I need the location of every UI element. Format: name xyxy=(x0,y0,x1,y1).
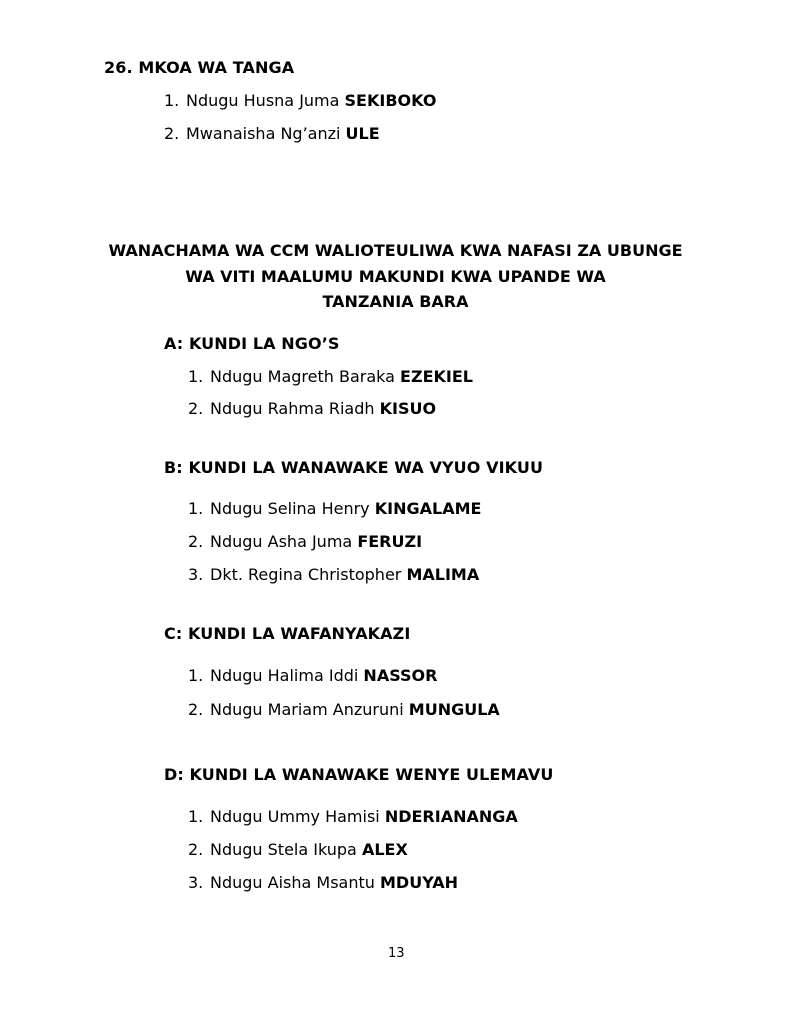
item-surname: MDUYAH xyxy=(380,873,459,892)
item-name: Dkt. Regina Christopher xyxy=(210,565,402,584)
list-item xyxy=(188,700,500,719)
section-title-line-1: WANACHAMA WA CCM WALIOTEULIWA KWA NAFASI ZA UBUNGE xyxy=(108,241,683,260)
item-number: 2. xyxy=(164,124,180,143)
region-heading: 26. MKOA WA TANGA xyxy=(104,58,295,77)
list-item xyxy=(188,873,458,892)
item-surname: NDERIANANGA xyxy=(384,807,518,826)
item-number: 1. xyxy=(164,91,180,110)
item-number: 2. xyxy=(188,399,204,418)
group-heading: A: KUNDI LA NGO’S xyxy=(164,334,340,353)
item-surname: ULE xyxy=(345,124,380,143)
item-name: Ndugu Halima Iddi xyxy=(210,666,359,685)
item-number: 1. xyxy=(188,499,204,518)
item-name: Ndugu Aisha Msantu xyxy=(210,873,375,892)
group-heading: D: KUNDI LA WANAWAKE WENYE ULEMAVU xyxy=(164,765,554,784)
list-item xyxy=(188,399,436,418)
item-name: Ndugu Rahma Riadh xyxy=(210,399,375,418)
list-item xyxy=(188,532,422,551)
item-surname: MALIMA xyxy=(406,565,480,584)
item-number: 3. xyxy=(188,873,204,892)
item-name: Ndugu Asha Juma xyxy=(210,532,353,551)
group-heading: B: KUNDI LA WANAWAKE WA VYUO VIKUU xyxy=(164,458,544,477)
item-number: 1. xyxy=(188,367,204,386)
item-surname: SEKIBOKO xyxy=(344,91,437,110)
item-number: 2. xyxy=(188,840,204,859)
list-item xyxy=(188,499,481,518)
item-surname: KISUO xyxy=(379,399,437,418)
list-item xyxy=(164,91,436,110)
list-item xyxy=(188,840,408,859)
item-number: 2. xyxy=(188,700,204,719)
item-surname: EZEKIEL xyxy=(400,367,473,386)
section-title-line-3: TANZANIA BARA xyxy=(322,292,469,311)
item-surname: ALEX xyxy=(361,840,408,859)
item-name: Mwanaisha Ng’anzi xyxy=(186,124,341,143)
item-name: Ndugu Mariam Anzuruni xyxy=(210,700,404,719)
list-item xyxy=(188,666,437,685)
item-number: 1. xyxy=(188,807,204,826)
item-number: 2. xyxy=(188,532,204,551)
list-item xyxy=(188,367,473,386)
item-name: Ndugu Selina Henry xyxy=(210,499,370,518)
item-name: Ndugu Stela Ikupa xyxy=(210,840,357,859)
list-item xyxy=(164,124,380,143)
item-surname: MUNGULA xyxy=(408,700,500,719)
section-title-line-2: WA VITI MAALUMU MAKUNDI KWA UPANDE WA xyxy=(185,267,606,286)
item-name: Ndugu Husna Juma xyxy=(186,91,340,110)
group-heading: C: KUNDI LA WAFANYAKAZI xyxy=(164,624,411,643)
item-number: 3. xyxy=(188,565,204,584)
item-surname: NASSOR xyxy=(363,666,438,685)
item-name: Ndugu Magreth Baraka xyxy=(210,367,395,386)
list-item xyxy=(188,807,518,826)
item-surname: KINGALAME xyxy=(374,499,482,518)
item-surname: FERUZI xyxy=(357,532,423,551)
page-number: 13 xyxy=(388,946,405,961)
item-number: 1. xyxy=(188,666,204,685)
item-name: Ndugu Ummy Hamisi xyxy=(210,807,380,826)
list-item xyxy=(188,565,479,584)
